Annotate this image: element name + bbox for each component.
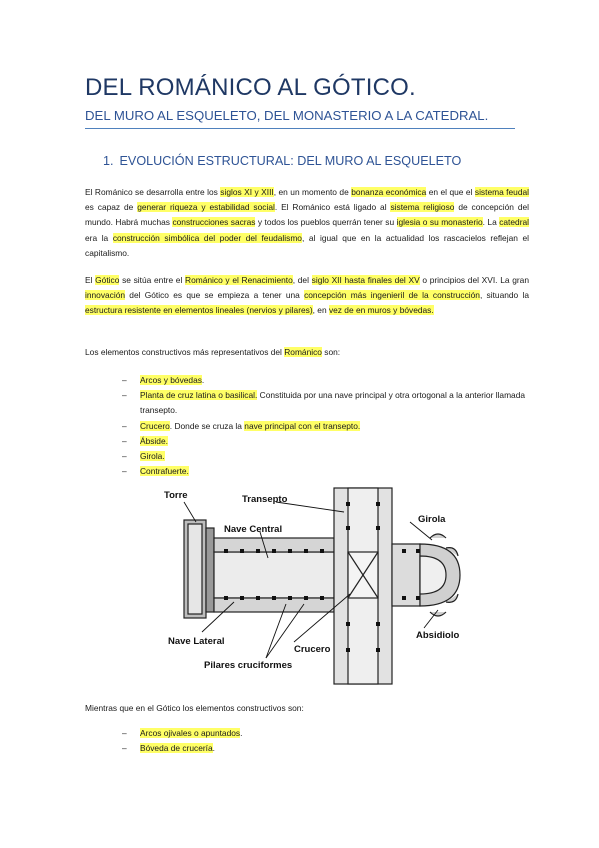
highlight: Gótico: [95, 275, 120, 285]
text-run: del Gótico es que se empieza a tener una: [125, 290, 305, 301]
highlight: Girola.: [140, 451, 165, 462]
text-run: son:: [321, 347, 341, 357]
highlight: Arcos y bóvedas: [140, 375, 202, 385]
text-run: . El Románico está ligado al: [274, 202, 391, 213]
text-run: se sitúa entre el: [119, 275, 186, 285]
list-item: [122, 388, 529, 418]
highlight: Románico: [284, 347, 322, 357]
text-run: .: [240, 728, 243, 738]
dash-bullet: –: [122, 375, 127, 385]
cathedral-floor-plan: [148, 482, 466, 690]
text-run: , en: [312, 305, 329, 316]
label-crucero: Crucero: [294, 644, 331, 655]
highlight: vez de en muros y bóvedas.: [328, 305, 434, 316]
highlight: Románico y el Renacimiento: [185, 275, 293, 285]
text-run: , situando la: [479, 290, 529, 301]
text-run: era la: [85, 232, 113, 243]
highlight: Crucero: [140, 420, 170, 431]
dash-bullet: –: [122, 435, 127, 446]
highlight: innovación: [85, 290, 126, 301]
label-torre: Torre: [164, 490, 188, 501]
highlight: sistema religioso: [390, 202, 455, 213]
text-run: . Donde se cruza la: [169, 420, 245, 431]
highlight: nave principal con el transepto.: [244, 420, 361, 431]
title-underline: [85, 128, 515, 129]
paragraph-romanico: [85, 185, 529, 261]
section-label: EVOLUCIÓN ESTRUCTURAL: DEL MURO AL ESQUELETO: [119, 154, 462, 168]
dash-bullet: –: [122, 420, 127, 431]
highlight: catedral: [499, 217, 529, 228]
list-item: [122, 726, 529, 741]
highlight: Contrafuerte.: [140, 466, 189, 477]
paragraph-elementos-gotico: Mientras que en el Gótico los elementos constructivos son:: [85, 703, 304, 713]
text-run: , del: [292, 275, 312, 285]
text-run: de concepción del mundo. Habrá muchas: [85, 202, 530, 228]
section-number: 1.: [103, 154, 114, 168]
text-run: El Románico se desarrolla entre los: [85, 187, 221, 197]
list-item: [122, 373, 529, 388]
highlight: bonanza económica: [351, 187, 427, 197]
page-title: DEL ROMÁNICO AL GÓTICO.: [85, 74, 416, 101]
text-run: .: [201, 375, 205, 385]
list-item: [122, 449, 529, 464]
highlight: generar riqueza y estabilidad social: [137, 202, 275, 213]
highlight: siglos XI y XIII: [220, 187, 274, 197]
label-pilares-cruciformes: Pilares cruciformes: [204, 660, 293, 671]
highlight: sistema feudal: [474, 187, 530, 197]
label-absidiolo: Absidiolo: [416, 630, 460, 641]
paragraph-gotico: [85, 273, 529, 319]
highlight: estructura resistente en elementos lineales (nervios y pilares): [85, 305, 313, 316]
label-nave-central: Nave Central: [224, 524, 283, 535]
text-run: es capaz de: [85, 202, 138, 213]
highlight: Ábside.: [140, 435, 168, 446]
highlight: Bóveda de crucería: [140, 743, 213, 754]
list-elementos-gotico: [122, 726, 529, 756]
page-subtitle: DEL MURO AL ESQUELETO, DEL MONASTERIO A LA CATEDRAL.: [85, 108, 489, 123]
list-item: [122, 419, 529, 434]
label-transepto: Transepto: [242, 494, 288, 505]
text-run: , al igual que en la actualidad los rascacielos reflejan el capitalismo.: [85, 232, 529, 258]
dash-bullet: –: [122, 390, 127, 401]
highlight: Arcos ojivales o apuntados: [140, 728, 241, 738]
text-run: El: [85, 275, 96, 285]
text-run: .: [212, 743, 215, 754]
dash-bullet: –: [122, 466, 127, 477]
list-item: [122, 434, 529, 449]
paragraph-elementos-romanico: [85, 345, 529, 360]
highlight: Planta de cruz latina o basilical.: [140, 390, 258, 401]
highlight: concepción más ingenieril de la construcción: [304, 290, 480, 301]
text-run: , en un momento de: [273, 187, 352, 197]
dash-bullet: –: [122, 743, 127, 754]
text-run: Los elementos constructivos más representativos del: [85, 347, 285, 357]
section-heading: [103, 154, 461, 168]
list-elementos-romanico: [122, 373, 529, 479]
text-run: Constituida por una nave principal y otra ortogonal a la anterior llamada transepto.: [140, 390, 526, 416]
highlight: construcción simbólica del poder del feudalismo: [112, 232, 302, 243]
text-run: o principios del XVI. La gran: [419, 275, 529, 285]
label-nave-lateral: Nave Lateral: [168, 636, 225, 647]
dash-bullet: –: [122, 451, 127, 462]
list-item: [122, 741, 529, 756]
list-item: [122, 464, 529, 479]
text-run: en el que el: [426, 187, 475, 197]
highlight: iglesia o su monasterio: [396, 217, 483, 228]
dash-bullet: –: [122, 728, 127, 738]
highlight: siglo XII hasta finales del XV: [311, 275, 420, 285]
text-run: . La: [482, 217, 500, 228]
label-girola: Girola: [418, 514, 446, 525]
highlight: construcciones sacras: [172, 217, 256, 228]
text-run: y todos los pueblos querrán tener su: [255, 217, 397, 228]
